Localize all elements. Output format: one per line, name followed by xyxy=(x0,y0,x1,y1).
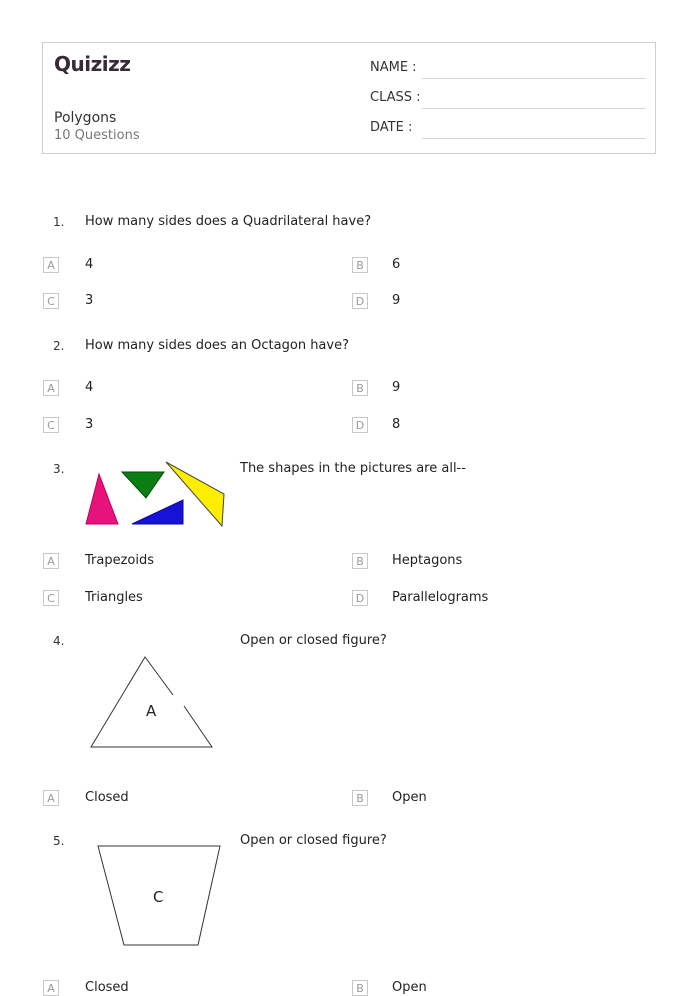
class-field[interactable] xyxy=(422,108,646,109)
class-label: CLASS : xyxy=(370,90,421,105)
option-text[interactable]: Heptagons xyxy=(392,553,463,568)
pink-triangle xyxy=(86,474,118,524)
option-text[interactable]: Open xyxy=(392,980,427,995)
question-number: 2. xyxy=(53,339,65,353)
quizizz-logo: Quizizz xyxy=(54,52,131,76)
option-text[interactable]: 8 xyxy=(392,417,401,432)
option-letter: B xyxy=(352,790,368,806)
option-letter: A xyxy=(43,553,59,569)
option-text[interactable]: 3 xyxy=(85,293,94,308)
option-letter: D xyxy=(352,590,368,606)
worksheet-title: Polygons xyxy=(54,110,117,126)
open-triangle-figure xyxy=(88,654,216,750)
option-letter: A xyxy=(43,257,59,273)
figure-label: C xyxy=(153,888,164,906)
green-triangle xyxy=(122,472,164,498)
figure-label: A xyxy=(146,702,157,720)
option-text[interactable]: Parallelograms xyxy=(392,590,489,605)
question-number: 1. xyxy=(53,215,65,229)
option-letter: C xyxy=(43,417,59,433)
option-letter: D xyxy=(352,417,368,433)
question-text: Open or closed figure? xyxy=(240,633,387,648)
option-letter: A xyxy=(43,790,59,806)
blue-triangle xyxy=(132,500,183,524)
option-text[interactable]: Open xyxy=(392,790,427,805)
option-letter: B xyxy=(352,380,368,396)
date-label: DATE : xyxy=(370,120,413,135)
question-text: How many sides does a Quadrilateral have? xyxy=(85,214,372,229)
option-text[interactable]: Closed xyxy=(85,980,129,995)
option-text[interactable]: Closed xyxy=(85,790,129,805)
option-text[interactable]: 4 xyxy=(85,257,94,272)
option-text[interactable]: 6 xyxy=(392,257,401,272)
option-text[interactable]: Triangles xyxy=(85,590,143,605)
option-text[interactable]: 9 xyxy=(392,380,401,395)
question-number: 5. xyxy=(53,834,65,848)
triangles-picture xyxy=(84,460,226,528)
option-letter: C xyxy=(43,293,59,309)
option-text[interactable]: 3 xyxy=(85,417,94,432)
option-letter: B xyxy=(352,553,368,569)
question-number: 4. xyxy=(53,634,65,648)
option-letter: B xyxy=(352,980,368,996)
date-field[interactable] xyxy=(422,138,646,139)
option-letter: C xyxy=(43,590,59,606)
question-count: 10 Questions xyxy=(54,128,140,143)
option-letter: A xyxy=(43,980,59,996)
question-text: How many sides does an Octagon have? xyxy=(85,338,349,353)
option-letter: B xyxy=(352,257,368,273)
name-field[interactable] xyxy=(422,78,646,79)
name-label: NAME : xyxy=(370,60,417,75)
option-letter: A xyxy=(43,380,59,396)
option-text[interactable]: 4 xyxy=(85,380,94,395)
trapezoid-figure xyxy=(96,844,224,948)
option-text[interactable]: Trapezoids xyxy=(85,553,155,568)
option-text[interactable]: 9 xyxy=(392,293,401,308)
option-letter: D xyxy=(352,293,368,309)
question-text: Open or closed figure? xyxy=(240,833,387,848)
question-text: The shapes in the pictures are all-- xyxy=(240,461,466,476)
question-number: 3. xyxy=(53,462,65,476)
